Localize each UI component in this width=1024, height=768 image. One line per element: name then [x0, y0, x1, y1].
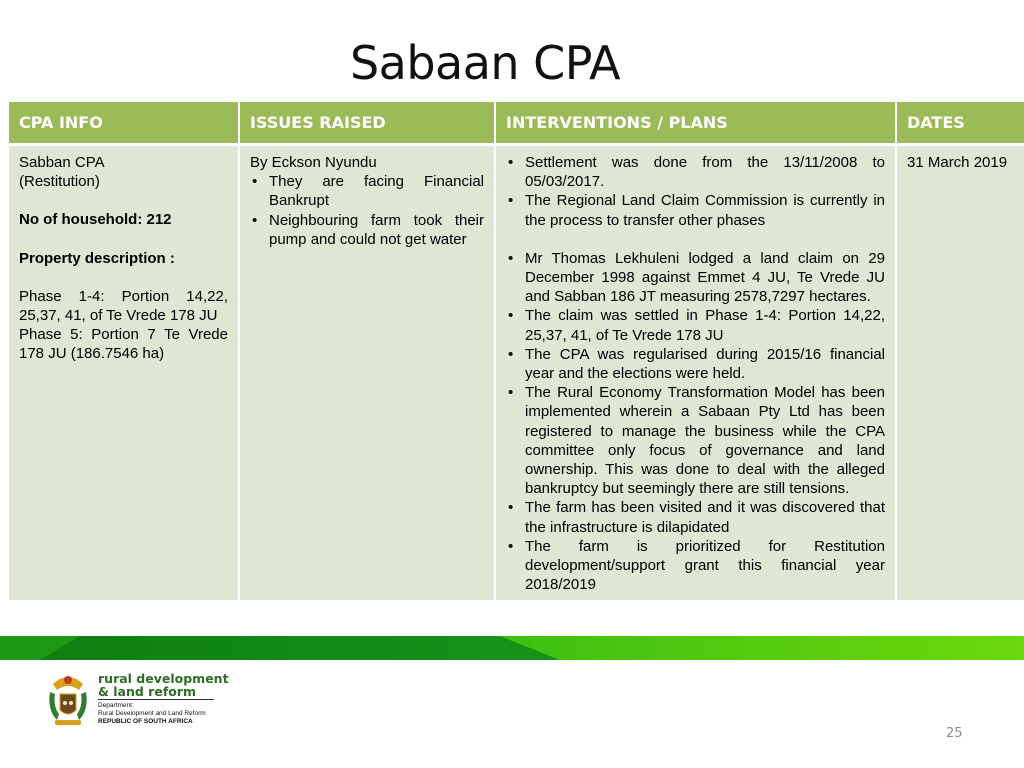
- list-item: • The farm has been visited and it was discovered that the infrastructure is dilapidated: [506, 498, 885, 536]
- interventions-list-2: [506, 249, 885, 595]
- table-header-row: [9, 102, 1024, 145]
- cpa-name: Sabban CPA: [19, 154, 105, 171]
- cpa-type: (Restitution): [19, 173, 100, 191]
- green-footer-band: [0, 636, 1024, 660]
- cpa-table: [9, 102, 1024, 600]
- list-item: • They are facing Financial Bankrupt: [250, 172, 484, 210]
- issues-author: By Eckson Nyundu: [250, 154, 377, 171]
- header-interventions: INTERVENTIONS / PLANS: [495, 102, 896, 145]
- property-phase-1-4: Phase 1-4: Portion 14,22, 25,37, 41, of Te Vrede 178 JU: [19, 287, 228, 325]
- cell-dates: [896, 145, 1024, 601]
- list-item: • The claim was settled in Phase 1-4: Portion 14,22, 25,37, 41, of Te Vrede 178 JU: [506, 306, 885, 344]
- property-description-heading: Property description :: [19, 249, 175, 267]
- coat-of-arms-icon: [45, 670, 91, 730]
- list-item: • The farm is prioritized for Restitution development/support grant this financial year 2018/2019: [506, 537, 885, 595]
- list-item: • The CPA was regularised during 2015/16 financial year and the elections were held.: [506, 345, 885, 383]
- property-phase-5: Phase 5: Portion 7 Te Vrede 178 JU (186.7546 ha): [19, 326, 228, 363]
- list-item: • Mr Thomas Lekhuleni lodged a land claim on 29 December 1998 against Emmet 4 JU, Te Vrede JU and Sabban 186 JT measuring 2578,7297 hectares.: [506, 249, 885, 307]
- slide-title: Sabaan CPA: [349, 36, 621, 90]
- header-cpa-info: CPA INFO: [9, 102, 239, 145]
- department-line-3: REPUBLIC OF SOUTH AFRICA: [98, 718, 193, 725]
- list-item: • The Rural Economy Transformation Model has been implemented wherein a Sabaan Pty Ltd has been registered to manage the business while the CPA committee only focus of governance and land ownership. This was done to deal with the alleged bankruptcy but seemingly there are still tensions.: [506, 383, 885, 498]
- brand-divider: [98, 699, 214, 700]
- issues-list: [250, 172, 484, 249]
- list-item: • The Regional Land Claim Commission is currently in the process to transfer other phases: [506, 191, 885, 229]
- list-item: • Settlement was done from the 13/11/2008 to 05/03/2017.: [506, 153, 885, 191]
- header-dates: DATES: [896, 102, 1024, 145]
- department-line-1: Department:: [98, 702, 134, 709]
- table-row: [9, 145, 1024, 601]
- page-number: 25: [946, 726, 963, 741]
- cell-issues-raised: [239, 145, 495, 601]
- brand-line-2: & land reform: [98, 684, 197, 699]
- interventions-list-1: [506, 153, 885, 230]
- cell-cpa-info: [9, 145, 239, 601]
- household-count: No of household: 212: [19, 211, 172, 229]
- brand-line-1: rural development: [98, 671, 229, 686]
- date-value: 31 March 2019: [907, 154, 1008, 171]
- department-line-2: Rural Development and Land Reform: [98, 710, 206, 717]
- cell-interventions: [495, 145, 896, 601]
- list-item: • Neighbouring farm took their pump and could not get water: [250, 211, 484, 249]
- header-issues-raised: ISSUES RAISED: [239, 102, 495, 145]
